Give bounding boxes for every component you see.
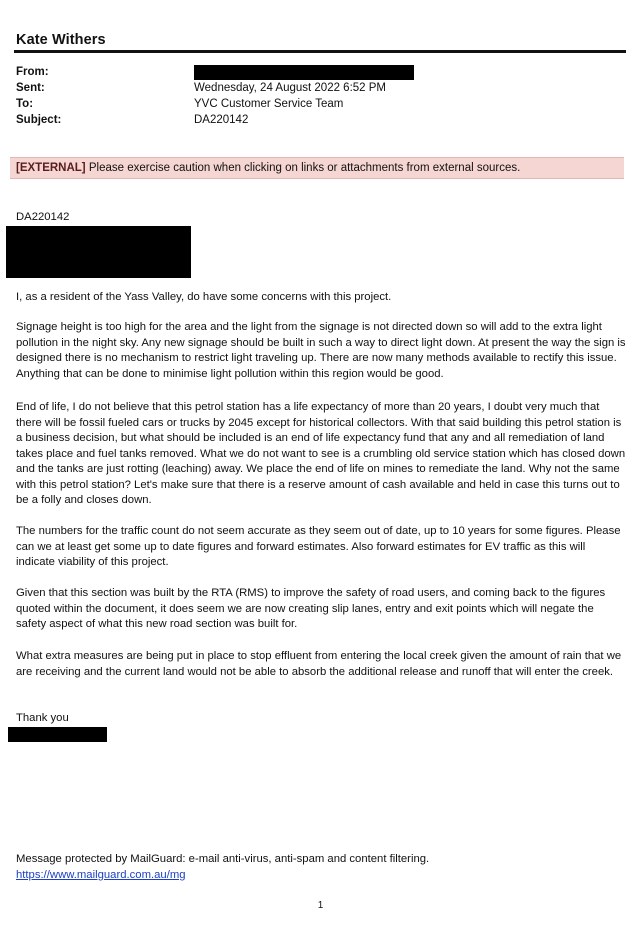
redacted-signature [8, 727, 107, 742]
reference-number: DA220142 [16, 211, 70, 223]
meta-to-row [16, 96, 616, 112]
meta-subject-row [16, 112, 616, 128]
meta-sent-row [16, 80, 616, 96]
sender-name: Kate Withers [16, 32, 106, 48]
mailguard-link[interactable]: https://www.mailguard.com.au/mg [16, 869, 186, 881]
to-value: YVC Customer Service Team [194, 98, 344, 110]
meta-from-row [16, 64, 616, 80]
external-warning-banner [10, 157, 624, 179]
sent-value: Wednesday, 24 August 2022 6:52 PM [194, 82, 387, 94]
subject-value: DA220142 [194, 114, 249, 126]
email-metadata [16, 64, 616, 128]
body-paragraph: End of life, I do not believe that this petrol station has a life expectancy of more than 20 years, I doubt very much that there will be fossil fueled cars or trucks by 2045 except for historical collectors. With that said building this petrol station is a business decision, but what should be included is an end of life expectancy fund that any and all remediation of land takes place and fuel tanks removed. What we do not want to see is a crumbling old service station which has closed down and the tanks are just rotting (leaching) away. We place the end of life on mines to remediate the land. Why not the same with this petrol station? Let's make sure that there is a reserve amount of cash available and held in case this turns out to be a folly and closes down. [16, 401, 626, 506]
external-warning-text: Please exercise caution when clicking on links or attachments from external sources. [88, 162, 521, 174]
body-paragraph: Signage height is too high for the area and the light from the signage is not directed down so will add to the extra light pollution in the night sky. Any new signage should be built in such a way to direct light down. At present the way the sign is designed there is no mechanism to restrict light traveling up. There are now many methods available to rectify this issue. Anything that can be done to minimise light pollution within this region would be good. [16, 321, 626, 380]
to-label: To: [16, 98, 34, 110]
redacted-sender-details [6, 226, 191, 278]
from-label: From: [16, 66, 49, 78]
sign-off: Thank you [16, 712, 69, 724]
redacted-sender-address [194, 65, 414, 80]
external-tag: [EXTERNAL] [16, 162, 86, 174]
subject-label: Subject: [16, 114, 62, 126]
sent-label: Sent: [16, 82, 45, 94]
body-paragraph: What extra measures are being put in place to stop effluent from entering the local creek given the amount of rain that we are receiving and the current land would not be able to absorb the additional release and runoff that will enter the creek. [16, 650, 622, 678]
mailguard-notice: Message protected by MailGuard: e-mail anti-virus, anti-spam and content filtering. [16, 853, 430, 865]
page-number: 1 [317, 900, 324, 911]
body-paragraph: I, as a resident of the Yass Valley, do have some concerns with this project. [16, 291, 392, 303]
body-paragraph: Given that this section was built by the RTA (RMS) to improve the safety of road users, and coming back to the figures quoted within the document, it does seem we are now creating slip lanes, entry and exit points which will negate the safety aspect of what this new road section was built for. [16, 587, 606, 630]
header-divider [14, 50, 626, 53]
body-paragraph: The numbers for the traffic count do not seem accurate as they seem out of date, up to 10 years for some figures. Please can we at least get some up to date figures and forward estimates. Also forward estimates for EV traffic as this will indicate viability of this project. [16, 525, 621, 568]
